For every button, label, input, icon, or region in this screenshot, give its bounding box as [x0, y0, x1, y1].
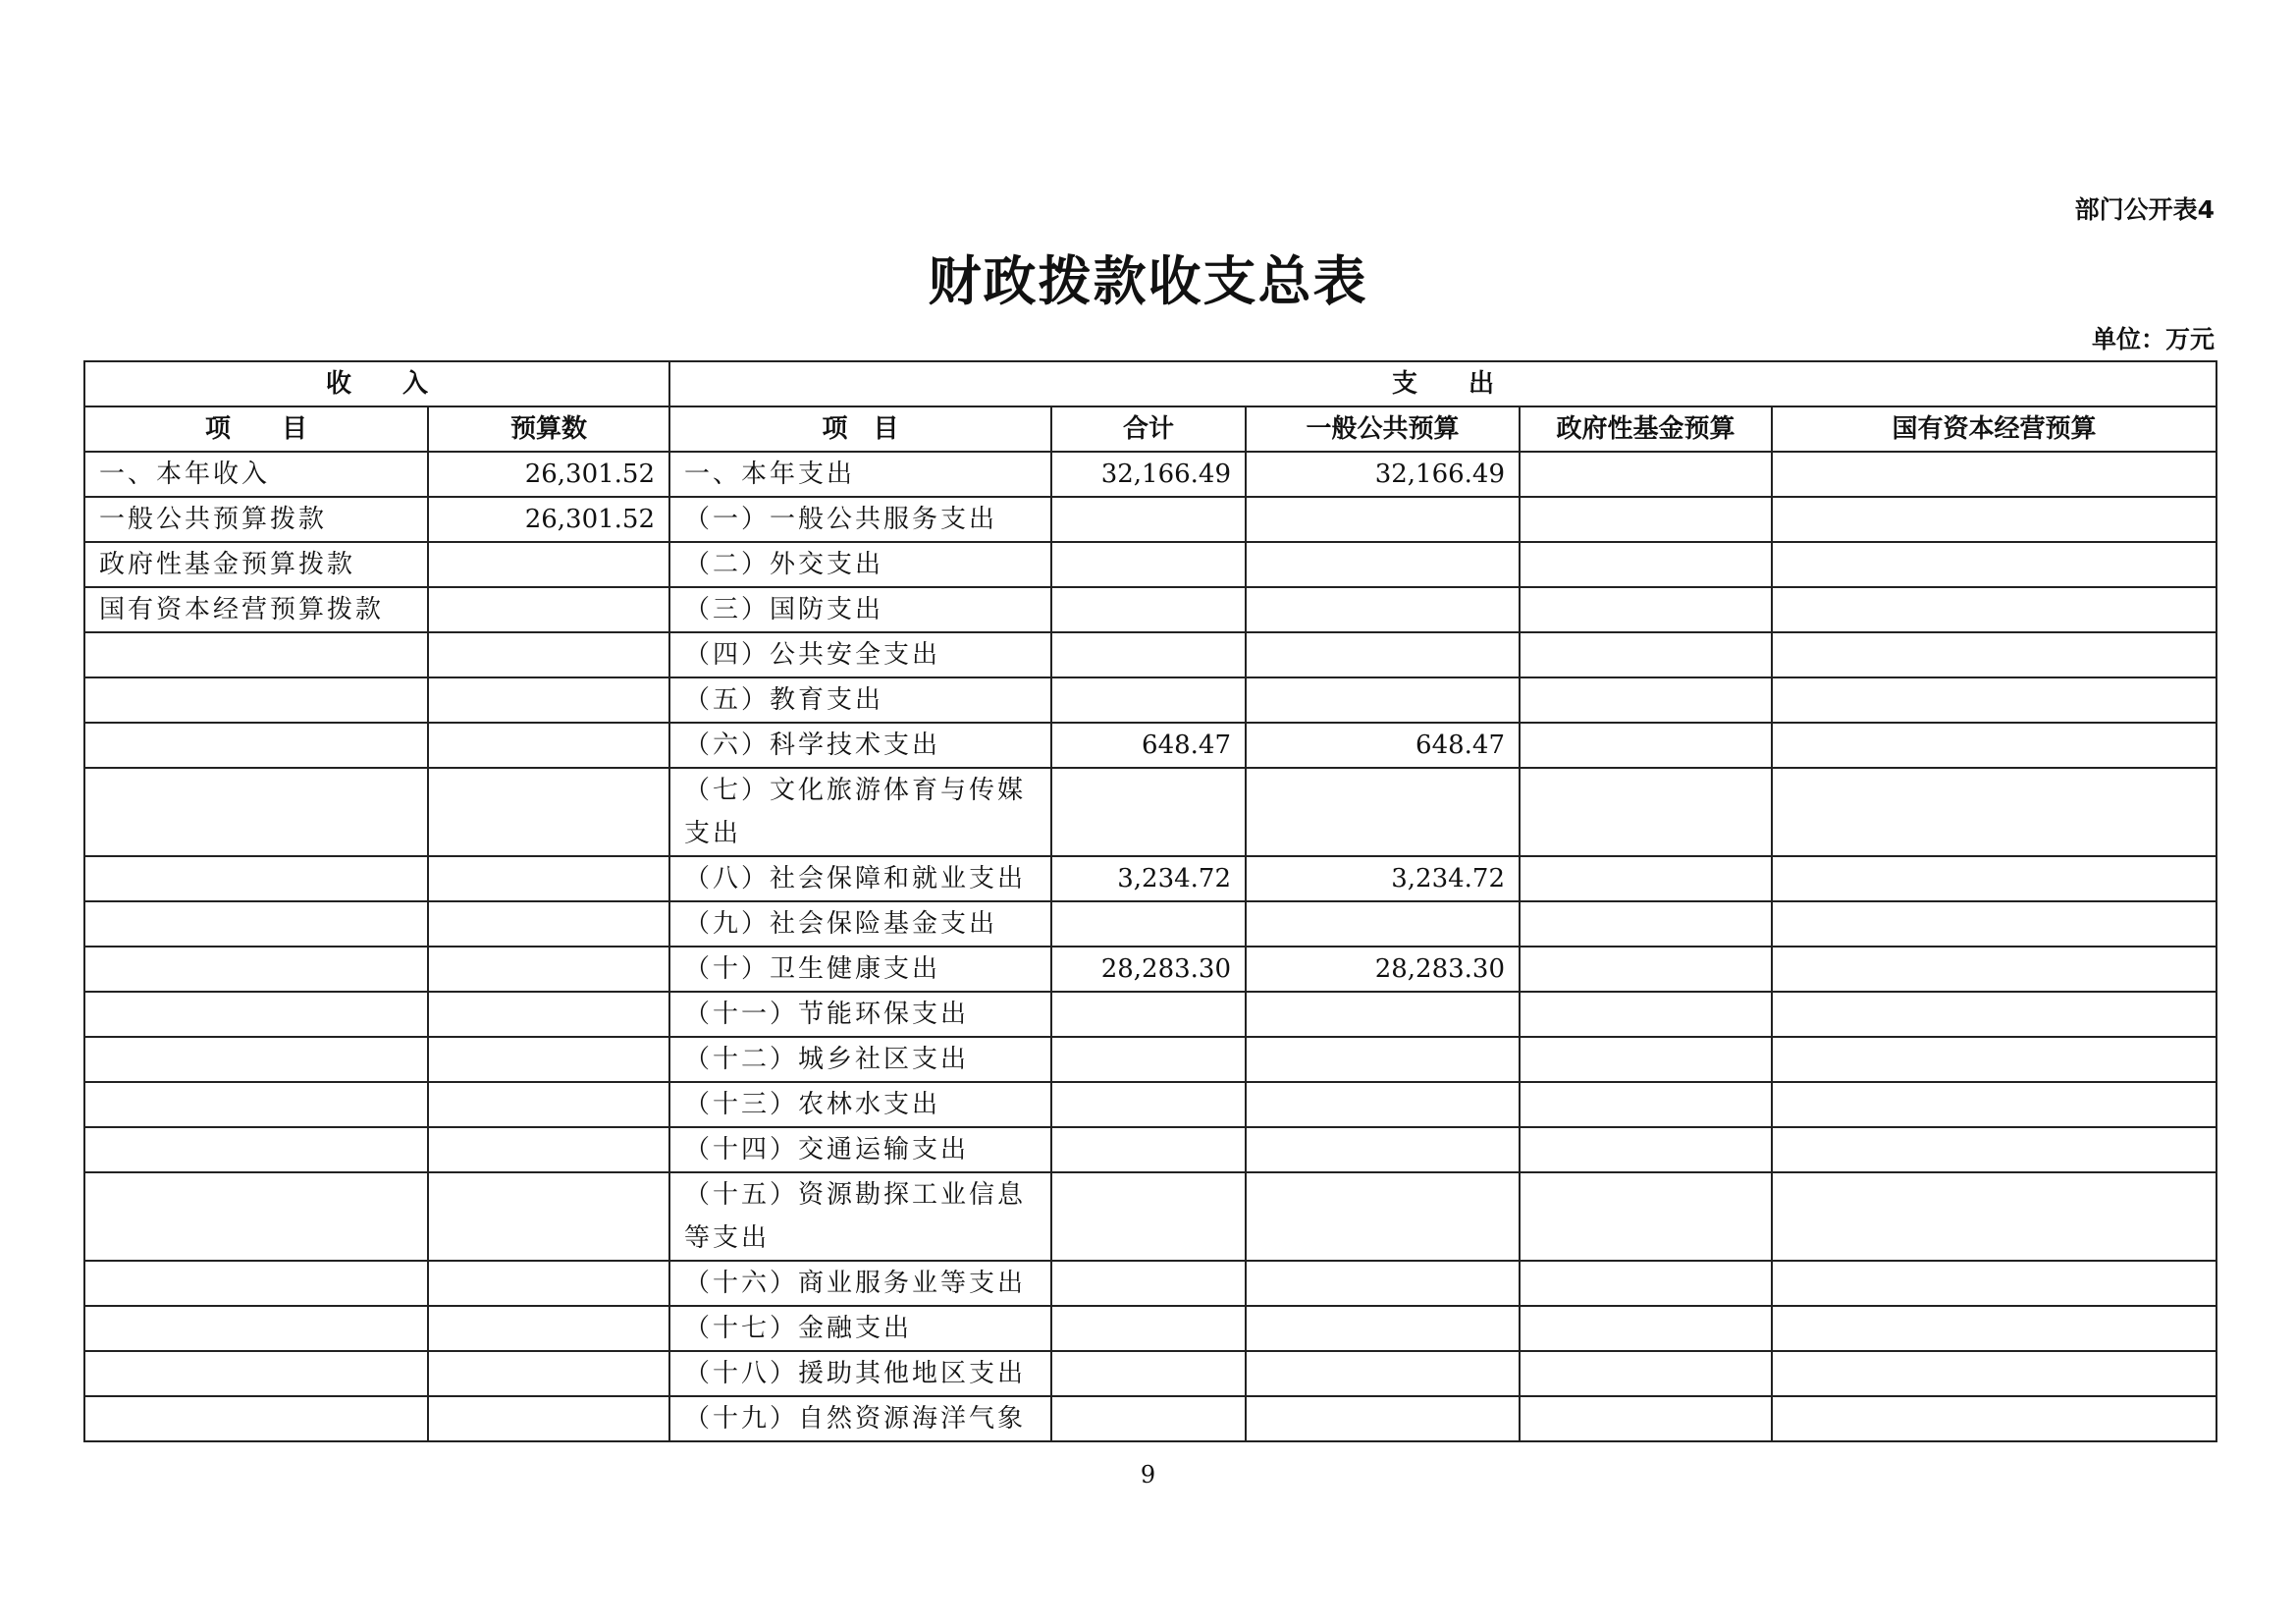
fund-budget-cell — [1520, 901, 1772, 947]
table-row — [84, 587, 2216, 632]
state-capital-cell — [1772, 901, 2216, 947]
table-row — [84, 497, 2216, 542]
income-item-cell — [84, 1037, 428, 1082]
income-item-cell — [84, 901, 428, 947]
expense-item-cell: （九）社会保险基金支出 — [669, 901, 1051, 947]
col-income-amount: 预算数 — [428, 406, 669, 452]
state-capital-cell — [1772, 1037, 2216, 1082]
fund-budget-cell — [1520, 992, 1772, 1037]
income-amount-cell — [428, 1127, 669, 1172]
table-row — [84, 542, 2216, 587]
general-budget-cell: 32,166.49 — [1246, 452, 1520, 497]
expense-item-cell: （十六）商业服务业等支出 — [669, 1261, 1051, 1306]
col-state-capital-budget: 国有资本经营预算 — [1772, 406, 2216, 452]
page-title: 财政拨款收支总表 — [928, 250, 1368, 312]
general-budget-cell — [1246, 1306, 1520, 1351]
table-row — [84, 768, 2216, 856]
table-row — [84, 1082, 2216, 1127]
total-cell — [1051, 1172, 1246, 1261]
table-row — [84, 1306, 2216, 1351]
col-fund-budget: 政府性基金预算 — [1520, 406, 1772, 452]
col-expense-item: 项 目 — [669, 406, 1051, 452]
fund-budget-cell — [1520, 723, 1772, 768]
income-amount-cell — [428, 723, 669, 768]
income-amount-cell — [428, 587, 669, 632]
income-item-cell — [84, 1172, 428, 1261]
expense-item-cell: （三）国防支出 — [669, 587, 1051, 632]
income-item-cell — [84, 677, 428, 723]
table-row — [84, 632, 2216, 677]
general-budget-cell — [1246, 542, 1520, 587]
income-amount-cell: 26,301.52 — [428, 452, 669, 497]
total-cell — [1051, 768, 1246, 856]
table-row — [84, 677, 2216, 723]
column-header-row — [84, 406, 2216, 452]
income-amount-cell — [428, 1172, 669, 1261]
fund-budget-cell — [1520, 677, 1772, 723]
expense-item-cell: （一）一般公共服务支出 — [669, 497, 1051, 542]
income-amount-cell — [428, 1351, 669, 1396]
total-cell — [1051, 1351, 1246, 1396]
expense-item-cell: （四）公共安全支出 — [669, 632, 1051, 677]
total-cell: 28,283.30 — [1051, 947, 1246, 992]
table-row — [84, 856, 2216, 901]
expense-item-cell: （七）文化旅游体育与传媒支出 — [669, 768, 1051, 856]
state-capital-cell — [1772, 587, 2216, 632]
unit-label: 单位：万元 — [2091, 325, 2215, 353]
col-income-item: 项 目 — [84, 406, 428, 452]
fund-budget-cell — [1520, 497, 1772, 542]
fund-budget-cell — [1520, 1351, 1772, 1396]
income-item-cell — [84, 723, 428, 768]
total-cell: 32,166.49 — [1051, 452, 1246, 497]
general-budget-cell — [1246, 587, 1520, 632]
fund-budget-cell — [1520, 768, 1772, 856]
fund-budget-cell — [1520, 1172, 1772, 1261]
general-budget-cell — [1246, 1082, 1520, 1127]
table-row — [84, 1037, 2216, 1082]
col-general-budget: 一般公共预算 — [1246, 406, 1520, 452]
table-row — [84, 1396, 2216, 1441]
total-cell — [1051, 1037, 1246, 1082]
total-cell — [1051, 1396, 1246, 1441]
general-budget-cell: 648.47 — [1246, 723, 1520, 768]
finance-table — [83, 360, 2217, 1442]
total-cell — [1051, 1082, 1246, 1127]
expense-item-cell: 一、本年支出 — [669, 452, 1051, 497]
general-budget-cell — [1246, 1172, 1520, 1261]
general-budget-cell: 28,283.30 — [1246, 947, 1520, 992]
income-amount-cell — [428, 677, 669, 723]
total-cell — [1051, 992, 1246, 1037]
table-row — [84, 452, 2216, 497]
general-budget-cell — [1246, 992, 1520, 1037]
form-code: 部门公开表4 — [2074, 195, 2215, 224]
total-cell — [1051, 587, 1246, 632]
table-row — [84, 723, 2216, 768]
fund-budget-cell — [1520, 856, 1772, 901]
expense-item-cell: （十一）节能环保支出 — [669, 992, 1051, 1037]
income-item-cell — [84, 1261, 428, 1306]
state-capital-cell — [1772, 542, 2216, 587]
income-amount-cell — [428, 542, 669, 587]
income-group-header: 收 入 — [84, 361, 669, 406]
total-cell — [1051, 1127, 1246, 1172]
fund-budget-cell — [1520, 452, 1772, 497]
total-cell — [1051, 677, 1246, 723]
expense-item-cell: （八）社会保障和就业支出 — [669, 856, 1051, 901]
income-amount-cell — [428, 1396, 669, 1441]
general-budget-cell — [1246, 1127, 1520, 1172]
income-item-cell — [84, 1127, 428, 1172]
general-budget-cell — [1246, 677, 1520, 723]
expense-item-cell: （十二）城乡社区支出 — [669, 1037, 1051, 1082]
state-capital-cell — [1772, 1351, 2216, 1396]
state-capital-cell — [1772, 677, 2216, 723]
table-row — [84, 1351, 2216, 1396]
table-row — [84, 1172, 2216, 1261]
total-cell — [1051, 901, 1246, 947]
general-budget-cell — [1246, 497, 1520, 542]
state-capital-cell — [1772, 1261, 2216, 1306]
income-item-cell: 一般公共预算拨款 — [84, 497, 428, 542]
income-amount-cell — [428, 901, 669, 947]
fund-budget-cell — [1520, 1082, 1772, 1127]
general-budget-cell — [1246, 1351, 1520, 1396]
income-item-cell — [84, 1306, 428, 1351]
table-row — [84, 1261, 2216, 1306]
state-capital-cell — [1772, 452, 2216, 497]
group-header-row — [84, 361, 2216, 406]
fund-budget-cell — [1520, 1261, 1772, 1306]
expense-item-cell: （十八）援助其他地区支出 — [669, 1351, 1051, 1396]
income-item-cell: 政府性基金预算拨款 — [84, 542, 428, 587]
state-capital-cell — [1772, 992, 2216, 1037]
expense-item-cell: （十七）金融支出 — [669, 1306, 1051, 1351]
income-item-cell: 国有资本经营预算拨款 — [84, 587, 428, 632]
state-capital-cell — [1772, 632, 2216, 677]
state-capital-cell — [1772, 1082, 2216, 1127]
fund-budget-cell — [1520, 1037, 1772, 1082]
expense-item-cell: （十）卫生健康支出 — [669, 947, 1051, 992]
income-item-cell — [84, 768, 428, 856]
state-capital-cell — [1772, 497, 2216, 542]
income-item-cell — [84, 632, 428, 677]
table-row — [84, 901, 2216, 947]
state-capital-cell — [1772, 947, 2216, 992]
income-item-cell — [84, 1082, 428, 1127]
table-row — [84, 992, 2216, 1037]
page-number: 9 — [1140, 1461, 1156, 1489]
table-row — [84, 1127, 2216, 1172]
income-amount-cell — [428, 1082, 669, 1127]
table-row — [84, 947, 2216, 992]
income-amount-cell — [428, 992, 669, 1037]
col-total: 合计 — [1051, 406, 1246, 452]
fund-budget-cell — [1520, 587, 1772, 632]
total-cell — [1051, 542, 1246, 587]
total-cell: 648.47 — [1051, 723, 1246, 768]
total-cell — [1051, 632, 1246, 677]
expense-item-cell: （二）外交支出 — [669, 542, 1051, 587]
general-budget-cell — [1246, 1396, 1520, 1441]
income-amount-cell — [428, 768, 669, 856]
total-cell — [1051, 1306, 1246, 1351]
fund-budget-cell — [1520, 542, 1772, 587]
general-budget-cell — [1246, 1261, 1520, 1306]
income-item-cell — [84, 1351, 428, 1396]
expense-item-cell: （五）教育支出 — [669, 677, 1051, 723]
state-capital-cell — [1772, 1127, 2216, 1172]
fund-budget-cell — [1520, 1396, 1772, 1441]
state-capital-cell — [1772, 768, 2216, 856]
expense-item-cell: （十九）自然资源海洋气象 — [669, 1396, 1051, 1441]
state-capital-cell — [1772, 1396, 2216, 1441]
fund-budget-cell — [1520, 947, 1772, 992]
general-budget-cell — [1246, 901, 1520, 947]
income-item-cell — [84, 856, 428, 901]
income-item-cell: 一、本年收入 — [84, 452, 428, 497]
income-item-cell — [84, 947, 428, 992]
total-cell — [1051, 1261, 1246, 1306]
general-budget-cell: 3,234.72 — [1246, 856, 1520, 901]
table-body — [84, 452, 2216, 1441]
income-amount-cell — [428, 1306, 669, 1351]
state-capital-cell — [1772, 1306, 2216, 1351]
general-budget-cell — [1246, 768, 1520, 856]
income-amount-cell — [428, 1261, 669, 1306]
income-amount-cell — [428, 632, 669, 677]
general-budget-cell — [1246, 632, 1520, 677]
expense-group-header: 支 出 — [669, 361, 2216, 406]
expense-item-cell: （十三）农林水支出 — [669, 1082, 1051, 1127]
total-cell — [1051, 497, 1246, 542]
fund-budget-cell — [1520, 1127, 1772, 1172]
income-amount-cell — [428, 856, 669, 901]
expense-item-cell: （十四）交通运输支出 — [669, 1127, 1051, 1172]
state-capital-cell — [1772, 856, 2216, 901]
state-capital-cell — [1772, 723, 2216, 768]
income-item-cell — [84, 992, 428, 1037]
total-cell: 3,234.72 — [1051, 856, 1246, 901]
fund-budget-cell — [1520, 1306, 1772, 1351]
income-amount-cell — [428, 1037, 669, 1082]
fund-budget-cell — [1520, 632, 1772, 677]
income-amount-cell: 26,301.52 — [428, 497, 669, 542]
expense-item-cell: （十五）资源勘探工业信息等支出 — [669, 1172, 1051, 1261]
income-item-cell — [84, 1396, 428, 1441]
expense-item-cell: （六）科学技术支出 — [669, 723, 1051, 768]
state-capital-cell — [1772, 1172, 2216, 1261]
income-amount-cell — [428, 947, 669, 992]
general-budget-cell — [1246, 1037, 1520, 1082]
